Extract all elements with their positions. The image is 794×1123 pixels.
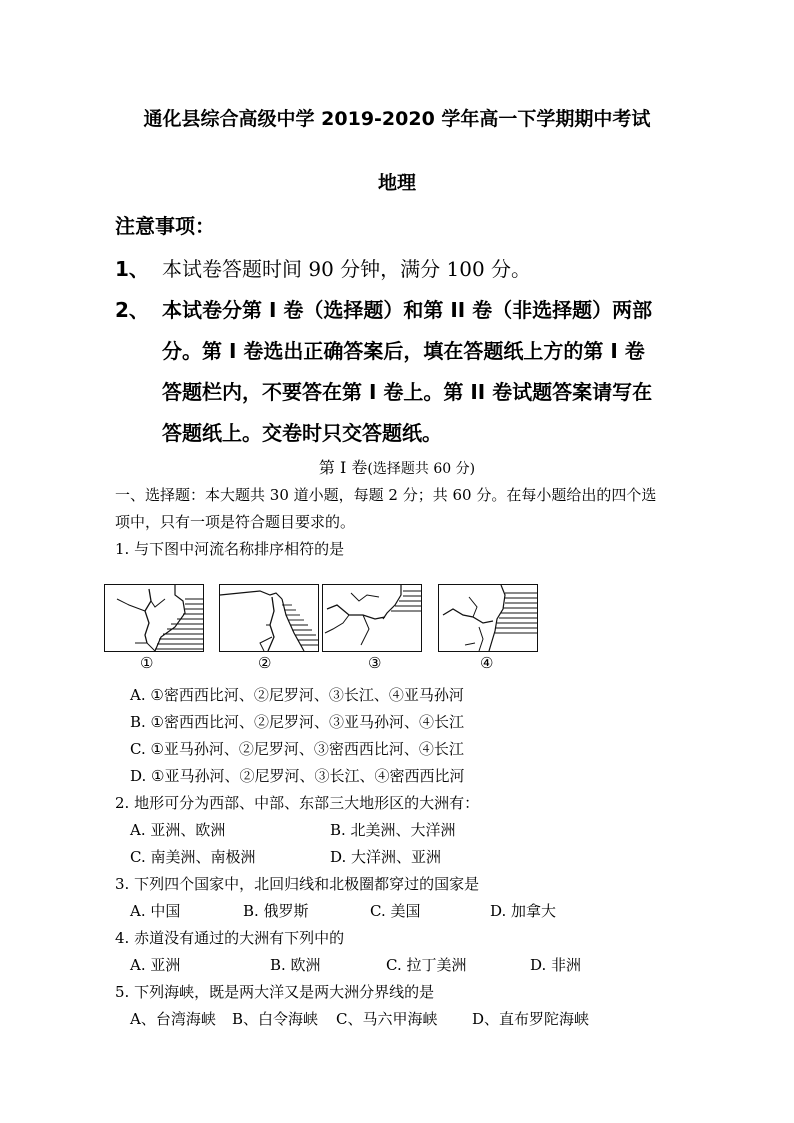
question-5-stem: 5. 下列海峡，既是两大洋又是两大洲分界线的是	[115, 983, 435, 1001]
river-map-1	[104, 584, 204, 652]
section-heading	[0, 455, 794, 478]
question-1-option-b[interactable]: B. ①密西西比河、②尼罗河、③亚马孙河、④长江	[130, 713, 465, 731]
question-3-option-a[interactable]: A. 中国	[130, 902, 181, 920]
question-3-stem: 3. 下列四个国家中，北回归线和北极圈都穿过的国家是	[115, 875, 480, 893]
notice-item-2-line-2: 分。第 I 卷选出正确答案后，填在答题纸上方的第 I 卷	[162, 339, 645, 363]
river-map-2	[219, 584, 319, 652]
map-label-2: ②	[258, 654, 272, 672]
question-1-stem: 1. 与下图中河流名称排序相符的是	[115, 540, 345, 558]
question-4-stem: 4. 赤道没有通过的大洲有下列中的	[115, 929, 345, 947]
question-5-option-c[interactable]: C、马六甲海峡	[336, 1010, 438, 1028]
question-3-option-b[interactable]: B. 俄罗斯	[243, 902, 309, 920]
question-3-option-d[interactable]: D. 加拿大	[490, 902, 557, 920]
notice-heading: 注意事项：	[115, 214, 215, 238]
notice-item-2-line-3: 答题栏内，不要答在第 I 卷上。第 II 卷试题答案请写在	[162, 380, 653, 404]
subject-title: 地理	[377, 172, 416, 194]
section-title: 第 I 卷	[318, 458, 368, 477]
map-label-1: ①	[140, 654, 154, 672]
notice-item-1-number: 1、	[115, 257, 149, 281]
map-label-4: ④	[480, 654, 494, 672]
question-4-option-a[interactable]: A. 亚洲	[130, 956, 181, 974]
question-1-option-d[interactable]: D. ①亚马孙河、②尼罗河、③长江、④密西西比河	[130, 767, 465, 785]
question-4-option-d[interactable]: D. 非洲	[530, 956, 582, 974]
notice-item-2-line-1: 本试卷分第 I 卷（选择题）和第 II 卷（非选择题）两部	[162, 298, 653, 322]
river-map-3	[322, 584, 422, 652]
exam-title: 通化县综合高级中学 2019-2020 学年高一下学期期中考试	[143, 108, 651, 130]
question-4-option-b[interactable]: B. 欧洲	[270, 956, 321, 974]
map-label-3: ③	[368, 654, 382, 672]
question-2-option-d[interactable]: D. 大洋洲、亚洲	[330, 848, 442, 866]
section-title-note: (选择题共 60 分)	[367, 461, 476, 477]
question-1-option-a[interactable]: A. ①密西西比河、②尼罗河、③长江、④亚马孙河	[130, 686, 464, 704]
question-3-option-c[interactable]: C. 美国	[370, 902, 421, 920]
section-intro-line-2: 项中，只有一项是符合题目要求的。	[115, 513, 356, 531]
river-map-4	[438, 584, 538, 652]
question-2-option-b[interactable]: B. 北美洲、大洋洲	[330, 821, 456, 839]
notice-item-2-line-4: 答题纸上。交卷时只交答题纸。	[162, 421, 442, 445]
question-5-option-b[interactable]: B、白令海峡	[232, 1010, 319, 1028]
question-2-option-a[interactable]: A. 亚洲、欧洲	[130, 821, 226, 839]
question-4-option-c[interactable]: C. 拉丁美洲	[386, 956, 467, 974]
question-2-stem: 2. 地形可分为西部、中部、东部三大地形区的大洲有：	[115, 794, 480, 812]
notice-item-1-text: 本试卷答题时间 90 分钟，满分 100 分。	[162, 257, 532, 281]
section-intro-line-1: 一、选择题：本大题共 30 道小题，每题 2 分；共 60 分。在每小题给出的四个选	[115, 486, 657, 504]
question-1-option-c[interactable]: C. ①亚马孙河、②尼罗河、③密西西比河、④长江	[130, 740, 464, 758]
question-2-option-c[interactable]: C. 南美洲、南极洲	[130, 848, 256, 866]
question-5-option-d[interactable]: D、直布罗陀海峡	[472, 1010, 590, 1028]
question-5-option-a[interactable]: A、台湾海峡	[130, 1010, 216, 1028]
notice-item-2-number: 2、	[115, 298, 149, 322]
